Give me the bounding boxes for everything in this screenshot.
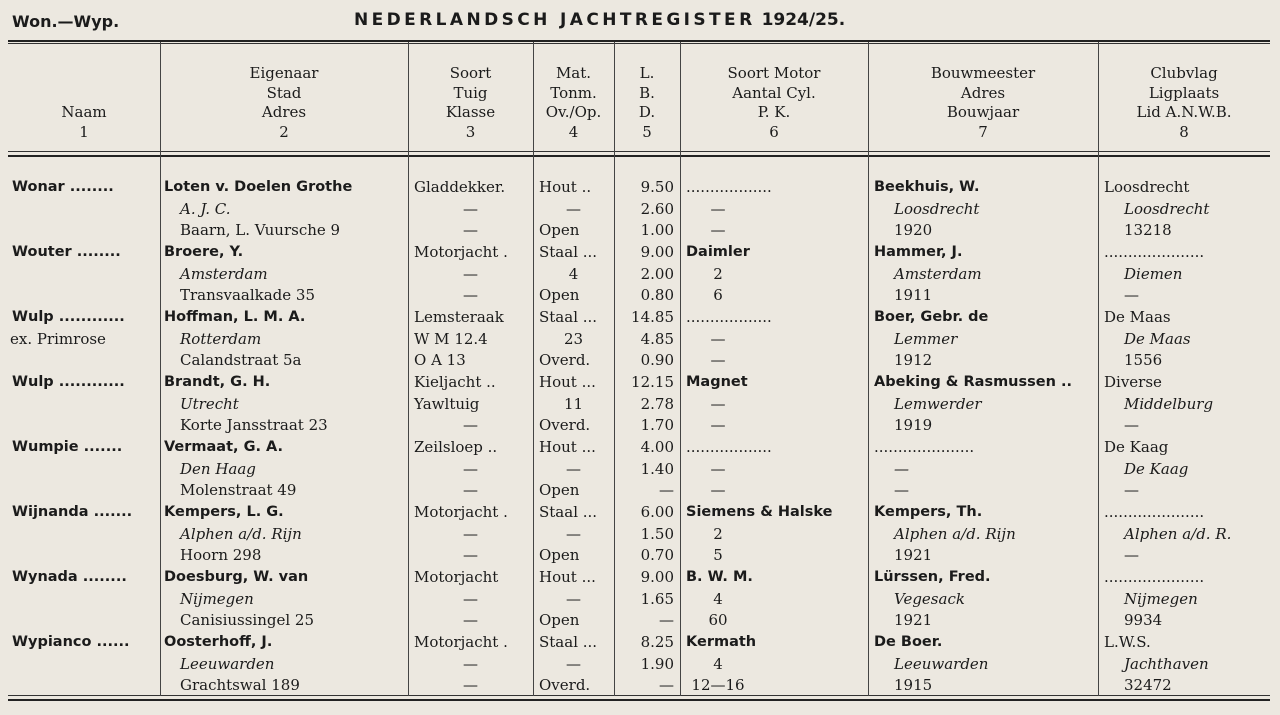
register-cell: ..................... — [1104, 243, 1205, 261]
register-cell: 12—16 — [691, 676, 745, 695]
table-rule — [8, 699, 1270, 701]
register-cell: — — [710, 199, 726, 218]
register-cell: Siemens & Halske — [686, 504, 833, 520]
register-cell: 1.70 — [640, 416, 674, 435]
register-cell: ..................... — [1104, 568, 1205, 586]
column-header — [614, 64, 680, 142]
column-header-line: 3 — [465, 122, 476, 141]
register-cell: A. J. C. — [180, 199, 231, 218]
register-cell: 1.90 — [640, 654, 674, 673]
register-cell: 13218 — [1124, 221, 1172, 240]
page-header — [0, 0, 1280, 40]
column-header-line: B. — [639, 83, 655, 102]
register-cell: Kempers, Th. — [874, 504, 983, 520]
register-cell: Broere, Y. — [164, 244, 244, 260]
register-cell: Alphen a/d. Rijn — [894, 524, 1016, 543]
register-cell: Rotterdam — [180, 329, 262, 348]
column-header — [533, 64, 614, 142]
register-cell: 1920 — [894, 221, 933, 240]
register-cell: Lemsteraak — [414, 308, 504, 326]
register-cell: 1921 — [894, 546, 933, 565]
column-header-line: Clubvlag — [1150, 64, 1218, 82]
register-cell: — — [463, 546, 478, 565]
register-cell: 2 — [713, 524, 723, 543]
register-cell: Vegesack — [894, 589, 965, 608]
title-text: NEDERLANDSCH JACHTREGISTER — [354, 10, 756, 30]
register-cell: 4 — [568, 264, 579, 283]
register-cell — [12, 393, 162, 415]
column-header-line: Naam — [61, 103, 107, 122]
register-cell: 6.00 — [640, 503, 674, 521]
register-cell: Hout ... — [539, 373, 596, 391]
column-header — [408, 64, 533, 142]
register-cell: 1556 — [1124, 351, 1163, 370]
column-header-line: Aantal Cyl. — [732, 83, 816, 102]
column-header-line: Adres — [261, 103, 307, 122]
register-cell: Wulp ............ — [12, 374, 125, 390]
register-cell: Wijnanda ....... — [12, 504, 133, 520]
column-header-line: D. — [638, 103, 656, 122]
register-cell: Transvaalkade 35 — [180, 286, 315, 305]
column-header-line: Bouwmeester — [930, 64, 1036, 82]
register-cell: Kermath — [686, 634, 757, 650]
column-header-line: Ov./Op. — [545, 103, 602, 122]
column-header — [160, 64, 408, 142]
register-cell: 4 — [713, 589, 723, 608]
register-cell: — — [463, 481, 478, 500]
register-cell: — — [1124, 546, 1139, 565]
register-cell: Oosterhoff, J. — [164, 634, 273, 650]
register-cell: Nijmegen — [1124, 589, 1198, 608]
register-cell: Open — [539, 221, 580, 240]
register-cell: Hout ... — [539, 568, 596, 586]
register-cell: 1.00 — [640, 221, 674, 240]
register-cell: 23 — [563, 329, 584, 348]
column-header-line: 8 — [1179, 122, 1189, 141]
register-cell: Doesburg, W. van — [164, 569, 309, 585]
column-header — [1098, 64, 1270, 142]
register-cell: Overd. — [539, 676, 591, 695]
register-cell: Utrecht — [180, 394, 239, 413]
register-cell: Wulp ............ — [12, 309, 125, 325]
register-cell — [12, 674, 162, 696]
register-cell — [12, 544, 162, 566]
register-cell: Korte Jansstraat 23 — [180, 416, 328, 435]
register-cell: B. W. M. — [686, 569, 753, 585]
register-cell: Yawltuig — [414, 394, 480, 413]
register-cell: 32472 — [1124, 676, 1172, 695]
column-header-line: 6 — [769, 122, 779, 141]
register-cell: 4.00 — [640, 438, 674, 456]
column-header-line: 7 — [978, 122, 988, 141]
column-header-line: 2 — [279, 122, 289, 141]
register-cell: Lürssen, Fred. — [874, 569, 991, 585]
register-cell: Gladdekker. — [414, 178, 506, 196]
register-cell: Grachtswal 189 — [180, 676, 300, 695]
register-cell: Loosdrecht — [894, 199, 980, 218]
register-cell: Baarn, L. Vuursche 9 — [180, 221, 341, 240]
column-header-line: 4 — [568, 122, 579, 141]
register-cell: Motorjacht . — [414, 633, 508, 651]
register-cell: 9934 — [1124, 611, 1163, 630]
register-cell: 0.90 — [640, 351, 674, 370]
register-cell: — — [710, 221, 726, 240]
page-range: Won.—Wyp. — [12, 12, 120, 31]
register-cell: 0.70 — [640, 546, 674, 565]
register-cell: 2.60 — [640, 199, 674, 218]
register-cell: ex. Primrose — [10, 329, 106, 348]
register-cell: 1.65 — [640, 589, 674, 608]
register-cell: Motorjacht — [414, 568, 499, 586]
register-cell: Leeuwarden — [894, 654, 989, 673]
page-title — [354, 10, 845, 30]
register-cell: Hammer, J. — [874, 244, 963, 260]
column-header-line: Bouwjaar — [946, 103, 1020, 122]
register-cell — [12, 588, 162, 610]
register-cell — [12, 219, 162, 241]
register-cell: — — [463, 221, 478, 240]
register-cell: Loosdrecht — [1124, 199, 1210, 218]
column-header-line: Soort — [449, 64, 492, 82]
register-cell: Daimler — [686, 244, 750, 260]
table-rule — [8, 155, 1270, 157]
register-cell: — — [1124, 286, 1139, 305]
register-cell — [12, 198, 162, 220]
register-cell: Overd. — [539, 416, 591, 435]
table-rule — [8, 40, 1270, 42]
register-cell: — — [463, 416, 478, 435]
register-cell: — — [894, 459, 909, 478]
register-cell: Canisiussingel 25 — [180, 611, 315, 630]
register-cell: 14.85 — [631, 308, 674, 326]
register-cell: 9.50 — [640, 178, 674, 196]
register-cell: Den Haag — [180, 459, 256, 478]
table-rule — [8, 151, 1270, 152]
register-cell: 2.00 — [640, 264, 674, 283]
register-cell: Lemwerder — [894, 394, 982, 413]
register-cell: — — [566, 199, 581, 218]
register-cell: Beekhuis, W. — [874, 179, 980, 195]
register-cell — [12, 263, 162, 285]
register-cell: .................. — [686, 178, 772, 196]
register-cell: 12.15 — [631, 373, 674, 391]
register-cell: Lemmer — [894, 329, 958, 348]
register-cell: 8.25 — [640, 633, 674, 651]
register-cell: Loosdrecht — [1104, 178, 1190, 196]
register-cell: 1.50 — [640, 524, 674, 543]
register-cell: De Kaag — [1124, 459, 1189, 478]
register-cell: Wouter ........ — [12, 244, 121, 260]
register-cell: 60 — [708, 611, 728, 630]
column-header-line: Eigenaar — [249, 64, 319, 82]
register-cell: De Kaag — [1104, 438, 1169, 456]
register-cell: Jachthaven — [1124, 654, 1209, 673]
register-cell: 1.40 — [640, 459, 674, 478]
register-cell: De Maas — [1124, 329, 1191, 348]
register-cell: — — [710, 329, 726, 348]
table-rule — [8, 43, 1270, 44]
register-cell: — — [710, 416, 726, 435]
register-cell: Abeking & Rasmussen .. — [874, 374, 1072, 390]
register-cell — [12, 609, 162, 631]
register-cell — [12, 523, 162, 545]
register-cell — [12, 414, 162, 436]
column-header-line: Adres — [960, 83, 1006, 102]
register-cell: Staal ... — [539, 633, 598, 651]
register-cell: — — [659, 676, 674, 695]
register-cell: Staal ... — [539, 243, 598, 261]
register-cell: Open — [539, 286, 580, 305]
register-cell: — — [659, 481, 674, 500]
register-cell: — — [463, 589, 478, 608]
register-cell: .................. — [686, 438, 772, 456]
register-cell: W M 12.4 — [414, 329, 488, 348]
register-cell: L.W.S. — [1104, 633, 1151, 651]
register-cell: — — [894, 481, 909, 500]
register-cell: — — [463, 654, 478, 673]
column-header-line: L. — [639, 64, 655, 82]
register-cell: De Boer. — [874, 634, 943, 650]
register-cell: 9.00 — [640, 243, 674, 261]
column-header-line: Mat. — [555, 64, 592, 82]
register-cell: Hoorn 298 — [180, 546, 262, 565]
register-cell: Middelburg — [1124, 394, 1214, 413]
column-header-line: 1 — [79, 122, 89, 141]
column-header-line: Soort Motor — [727, 64, 821, 82]
register-cell: 1915 — [894, 676, 933, 695]
column-header-line: 5 — [642, 122, 652, 141]
register-cell: Hoffman, L. M. A. — [164, 309, 306, 325]
register-cell: O A 13 — [414, 351, 466, 370]
register-cell: Motorjacht . — [414, 503, 508, 521]
register-cell: — — [566, 459, 581, 478]
register-cell: Wumpie ....... — [12, 439, 123, 455]
register-cell: Open — [539, 546, 580, 565]
register-cell: 0.80 — [640, 286, 674, 305]
register-cell: — — [463, 286, 478, 305]
register-cell: Diemen — [1124, 264, 1183, 283]
register-cell: — — [463, 459, 478, 478]
register-cell: 9.00 — [640, 568, 674, 586]
register-cell: Kempers, L. G. — [164, 504, 284, 520]
register-cell: — — [710, 351, 726, 370]
register-cell: — — [566, 524, 581, 543]
register-cell: Hout ... — [539, 438, 596, 456]
column-header-line: Ligplaats — [1148, 83, 1220, 102]
register-cell: Molenstraat 49 — [180, 481, 297, 500]
register-cell: Wonar ........ — [12, 179, 114, 195]
register-cell: — — [710, 481, 726, 500]
column-header — [868, 64, 1098, 142]
column-header-line: Stad — [266, 83, 302, 102]
register-cell: Boer, Gebr. de — [874, 309, 989, 325]
register-cell — [12, 284, 162, 306]
register-cell: Open — [539, 611, 580, 630]
register-cell: 1912 — [894, 351, 933, 370]
column-header-line: Klasse — [445, 103, 496, 122]
register-cell: Kieljacht .. — [414, 373, 496, 391]
register-cell: Staal ... — [539, 308, 598, 326]
register-cell: Hout .. — [539, 178, 592, 196]
register-cell: Calandstraat 5a — [180, 351, 302, 370]
register-cell — [12, 458, 162, 480]
column-header-line: P. K. — [757, 103, 791, 122]
register-cell: Leeuwarden — [180, 654, 275, 673]
register-cell: Zeilsloep .. — [414, 438, 498, 456]
register-cell: Loten v. Doelen Grothe — [164, 179, 353, 195]
register-cell: Overd. — [539, 351, 591, 370]
register-cell: 4 — [713, 654, 723, 673]
register-cell: Diverse — [1104, 373, 1162, 391]
register-cell: De Maas — [1104, 308, 1171, 326]
column-header-line: Lid A.N.W.B. — [1136, 103, 1232, 122]
register-cell: — — [566, 654, 581, 673]
register-cell: — — [1124, 416, 1139, 435]
register-cell: 1911 — [894, 286, 933, 305]
register-cell: Wynada ........ — [12, 569, 127, 585]
title-year: 1924/25. — [761, 10, 846, 30]
column-header-line: Tonm. — [550, 83, 597, 102]
register-cell: Motorjacht . — [414, 243, 508, 261]
register-cell: Magnet — [686, 374, 748, 390]
register-cell: — — [1124, 481, 1139, 500]
register-cell: — — [463, 611, 478, 630]
register-cell: — — [463, 524, 478, 543]
register-cell: — — [463, 264, 478, 283]
register-cell — [12, 479, 162, 501]
register-cell: Open — [539, 481, 580, 500]
register-cell: — — [566, 589, 581, 608]
register-cell: — — [710, 459, 726, 478]
register-cell: Alphen a/d. R. — [1124, 524, 1232, 543]
register-cell: 2 — [713, 264, 723, 283]
register-cell: 2.78 — [640, 394, 674, 413]
register-cell: — — [463, 676, 478, 695]
register-cell — [12, 349, 162, 371]
register-cell: ..................... — [1104, 503, 1205, 521]
register-cell — [12, 653, 162, 675]
register-cell: 1919 — [894, 416, 933, 435]
column-header — [680, 64, 868, 142]
register-cell: .................. — [686, 308, 772, 326]
register-cell: Staal ... — [539, 503, 598, 521]
register-cell: Amsterdam — [180, 264, 268, 283]
column-header-line — [8, 84, 160, 104]
register-cell: Nijmegen — [180, 589, 254, 608]
register-cell: Amsterdam — [894, 264, 982, 283]
register-cell: 11 — [563, 394, 584, 413]
register-cell: 1921 — [894, 611, 933, 630]
register-cell: Brandt, G. H. — [164, 374, 271, 390]
register-cell: 4.85 — [640, 329, 674, 348]
register-cell: Vermaat, G. A. — [164, 439, 284, 455]
register-cell: — — [659, 611, 674, 630]
register-cell: 6 — [713, 286, 723, 305]
register-cell: 5 — [713, 546, 723, 565]
register-cell: — — [463, 199, 478, 218]
column-header-line: Tuig — [453, 83, 488, 102]
register-cell: ..................... — [874, 438, 975, 456]
register-cell: — — [710, 394, 726, 413]
register-cell: Wypianco ...... — [12, 634, 130, 650]
column-header — [8, 84, 160, 143]
register-cell: Alphen a/d. Rijn — [180, 524, 302, 543]
